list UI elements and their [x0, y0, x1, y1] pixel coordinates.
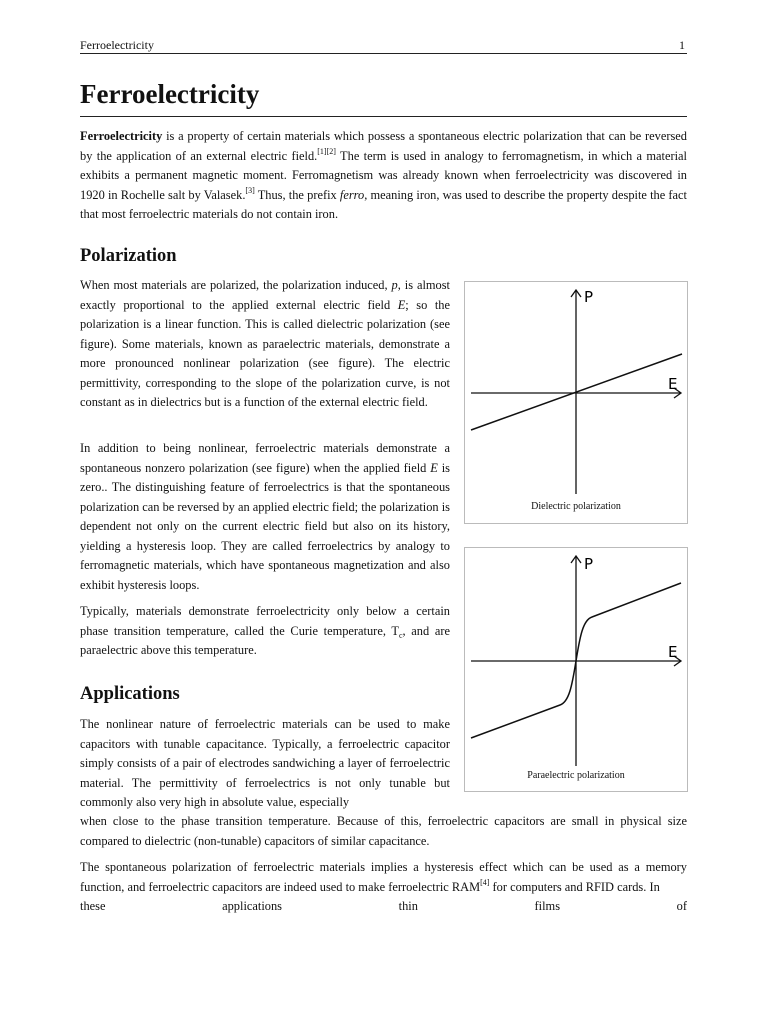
last-word-2: applications [222, 899, 282, 913]
pol-p2-symbol-e: E [430, 460, 438, 475]
pol-p2-text-b: is zero.. The distinguishing feature of ferroelectrics is that the spontaneous polarization can be reversed by an applied electric field; the polarization is dependent not only on the current electric field but also on its history, yielding a hysteresis loop. They are called ferroelectrics by analogy to ferromagnetic materials, which have spontaneous magnetization and also exhibit hysteresis loops. [80, 460, 450, 592]
applications-paragraph-2 [80, 858, 687, 897]
figure-caption-paraelectric: Paraelectric polarization [527, 770, 625, 781]
pol-p1-text-c: ; so the polarization is a linear function. This is called dielectric polarization (see figure). Some materials, known as paraelectric materials, demonstrate a more pronounced nonlinear polarization (see figure). The electric permittivity, corresponding to the slope of the polarization curve, is not constant as in dielectrics but is a function of the external electric field. [80, 297, 450, 409]
polarization-paragraph-3 [80, 602, 450, 661]
polarization-paragraph-1 [80, 276, 450, 413]
citation-3[interactable]: [3] [245, 185, 255, 195]
pol-p2-text-a: In addition to being nonlinear, ferroelectric materials demonstrate a spontaneous nonzero polarization (see figure) when the applied field [80, 441, 450, 475]
page-number: 1 [679, 38, 685, 52]
citation-1-2[interactable]: [1][2] [317, 146, 336, 156]
page-title: Ferroelectricity [80, 78, 687, 117]
app-p2-text-a: The spontaneous polarization of ferroelectric materials implies a hysteresis effect which can be used as a memory function, and ferroelectric capacitors are indeed used to make ferroelectric RAM [80, 860, 687, 894]
pol-p1-symbol-p: p [391, 278, 398, 292]
pol-p1-text-b: , is almost exactly proportional to the applied external electric field [80, 278, 450, 312]
intro-ferro: ferro [339, 187, 365, 202]
e-axis-label: E [668, 375, 678, 393]
page-header [80, 37, 687, 54]
figure-paraelectric [464, 547, 688, 792]
e-axis-label: E [668, 643, 678, 661]
pol-p3-text-b: , and are paraelectric above this temperature. [80, 623, 451, 657]
pol-p1-symbol-e: E [397, 297, 406, 312]
intro-text-3: Thus, the prefix [254, 187, 340, 202]
header-title: Ferroelectricity [80, 38, 154, 52]
intro-text-2: The term is used in analogy to ferromagnetism, in which a material exhibits a permanent magnetic moment. Ferromagnetism was already known when ferroelectricity was discovered in 1920 in Rochelle salt by Valasek. [80, 148, 687, 202]
last-word-3: thin [398, 899, 418, 913]
last-word-4: films [534, 899, 561, 913]
section-heading-polarization: Polarization [80, 246, 177, 266]
applications-paragraph-1-continued: when close to the phase transition temperature. Because of this, ferroelectric capacitors are small in physical size compared to dielectric (non-tunable) capacitors of similar capacitance. [80, 814, 687, 848]
p-axis-label: P [584, 555, 594, 573]
last-word-1: these [80, 899, 106, 913]
intro-paragraph [80, 127, 687, 225]
section-heading-applications: Applications [80, 684, 180, 704]
applications-last-line [80, 897, 687, 917]
app-p2-text-b: for computers and RFID cards. In [489, 879, 660, 894]
intro-term: Ferroelectricity [80, 129, 163, 143]
pol-p3-text-a: Typically, materials demonstrate ferroelectricity only below a certain phase transition temperature, called the Curie temperature, T [80, 604, 450, 638]
paraelectric-graph [465, 548, 687, 791]
pol-p1-text-a: When most materials are polarized, the polarization induced, [80, 278, 392, 292]
last-word-5: of [676, 899, 687, 913]
dielectric-graph [465, 282, 687, 523]
figure-dielectric [464, 281, 688, 524]
p-axis-label: P [584, 288, 594, 306]
citation-4[interactable]: [4] [480, 877, 490, 887]
intro-text-4: , meaning iron, was used to describe the property despite the fact that most ferroelectric materials do not contain iron. [80, 187, 687, 221]
applications-paragraph-1: The nonlinear nature of ferroelectric materials can be used to make capacitors with tunable capacitance. Typically, a ferroelectric capacitor simply consists of a pair of electrodes sandwiching a layer of ferroelectric material. The permittivity of ferroelectrics is not only tunable but commonly also very high in absolute value, especially [80, 717, 450, 809]
polarization-paragraph-2 [80, 439, 450, 595]
intro-text-1: is a property of certain materials which possess a spontaneous electric polarization that can be reversed by the application of an external electric field. [80, 129, 687, 163]
pol-p3-subscript: c [398, 630, 403, 640]
figure-caption-dielectric: Dielectric polarization [531, 501, 621, 512]
